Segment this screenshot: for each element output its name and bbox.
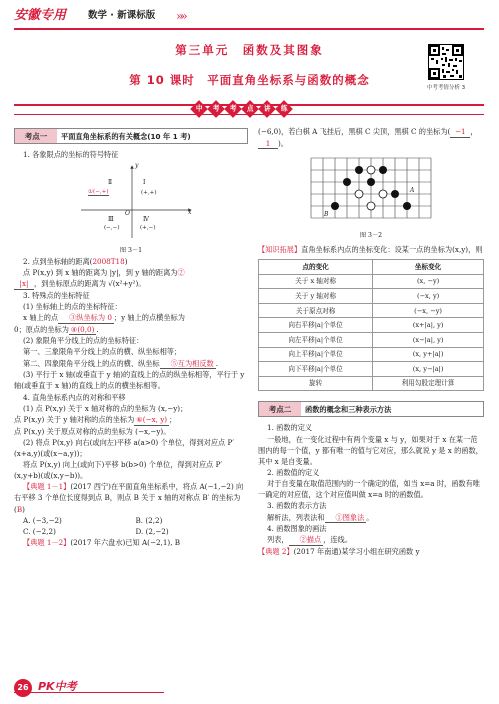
paragraph: (1) 点 P(x,y) 关于 x 轴对称的点的坐标为 (x,−y)； [23, 403, 188, 413]
table-row: 向左平移|a|个单位 (x−|a|, y) [259, 333, 484, 348]
coordinate-change-table [258, 259, 484, 391]
paragraph: 解析法，列表法和 ①图象法 。 [267, 512, 374, 522]
paragraph: 0；原点的坐标为 ④(0,0) . [14, 324, 99, 334]
lesson-title: 第 10 课时 平面直角坐标系与函数的概念 [129, 73, 370, 87]
figure-caption: 图 3－1 [119, 247, 143, 255]
example-answer: B [16, 504, 23, 514]
item-heading: 3. 函数的表示方法 [267, 501, 327, 511]
subject-label: 数学 · 新课标版 [88, 10, 156, 21]
item-heading: 1. 各象限点的坐标的符号特征 [23, 150, 119, 159]
example-question: 【典题 2】(2017 年南通)某学习小组在研究函数 y [258, 547, 420, 557]
item-heading: 2. 函数值的定义 [267, 468, 320, 478]
quadrant-1-label: Ⅰ [143, 179, 146, 187]
answer-blank: ⑥(−x, y) [136, 414, 168, 424]
footer-divider [14, 692, 164, 693]
paragraph: (3) 平行于 x 轴(或垂直于 y 轴)的直线上的点的纵坐标相等，平行于 y 轴(或垂直于 x 轴)的直线上的点的横坐标相等。 [14, 370, 245, 391]
answer-blank: ①图象法 [325, 514, 367, 524]
section-title: 函数的概念和三种表示方法 [305, 405, 392, 415]
footer-brand: PK中考 [38, 680, 77, 693]
section-tag: 考点二 [259, 402, 301, 416]
item-heading: 1. 函数的定义 [267, 423, 313, 433]
band-title [191, 101, 292, 117]
paragraph: 列表， ②描点 ，连线。 [267, 535, 352, 545]
table-header-row [259, 260, 484, 275]
quadrant-3-sign: (−,−) [104, 225, 120, 232]
item-heading: 4. 直角坐标系内点的对称和平移 [23, 392, 126, 402]
answer-blank: |x| [14, 280, 34, 290]
page-number: 26 [14, 679, 32, 697]
band-char: 点 [241, 100, 259, 118]
option-a[interactable]: A. (−3,−2) [23, 515, 62, 525]
answer-blank: ⑤互为相反数 [160, 360, 216, 370]
x-axis-label: x [188, 209, 192, 217]
item-heading: 2. 点到坐标轴的距离(2008T18) [23, 256, 128, 266]
band-char: 讲 [258, 100, 276, 118]
table-row: 关于 x 轴对称 (x, −y) [259, 274, 484, 289]
left-column [14, 128, 248, 548]
header-divider [14, 28, 484, 30]
example-question: 【典题 1－1】(2017 西宁)在平面直角坐标系中，将点 A(−1,−2) 向右平移 3 个单位长度得到点 B，则点 B 关于 x 轴的对称点 B′ 的坐标为 (B) [14, 482, 244, 514]
quadrant-4-label: Ⅳ [143, 216, 149, 224]
table-row: 向上平移|a|个单位 (x, y+|a|) [259, 347, 484, 362]
origin-label: O [125, 210, 130, 218]
quadrant-figure [66, 162, 196, 246]
paragraph: (1) 坐标轴上的点的坐标特征： [23, 301, 122, 311]
section-title: 平面直角坐标系的有关概念(10 年 1 考) [61, 132, 191, 141]
answer-blank: ④(0,0) [70, 324, 95, 334]
paragraph: 对于自变量在取值范围内的一个确定的值，如当 x=a 时，函数有唯一确定的对应值，这个对应值叫做 x=a 时的函数值。 [258, 479, 480, 500]
band-char: 练 [275, 100, 293, 118]
double-chevron-icon: »» [176, 9, 185, 23]
quadrant-2-answer: ①(−,+) [88, 189, 109, 196]
answer-options [14, 515, 248, 537]
answer-blank: ②描点 [289, 536, 324, 546]
section-header [14, 128, 248, 144]
band-char: 中 [190, 100, 208, 118]
paragraph: 点 P(x,y) 到 x 轴的距离为 |y|，到 y 轴的距离为② [23, 267, 185, 277]
item-heading: 4. 函数图象的画法 [267, 524, 327, 534]
item-heading: 3. 特殊点的坐标特征 [23, 290, 90, 300]
paragraph: (−6,0)，若白棋 A 飞挂后，黑棋 C 尖顶，黑棋 C 的坐标为( −1 ，1 )。 [258, 127, 478, 148]
paragraph: 一般地，在一变化过程中有两个变量 x 与 y，如果对于 x 在某一范围内的每一个值，y 都有唯一的值与它对应，那么就说 y 是 x 的函数，其中 x 是自变量。 [258, 434, 483, 466]
section-header [258, 401, 484, 417]
paragraph: 点 P(x,y) 关于 y 轴对称的点的坐标为 ⑥(−x, y) ； [14, 414, 177, 424]
section-tag: 考点一 [15, 129, 57, 143]
answer-blank: 1 [258, 140, 278, 150]
go-board-figure [306, 153, 436, 231]
quadrant-4-sign: (+,−) [140, 225, 156, 232]
table-row: 关于原点对称 (−x, −y) [259, 303, 484, 318]
paragraph: (2) 象限角平分线上的点的坐标特征： [23, 336, 144, 346]
option-b[interactable]: B. (2,2) [135, 515, 163, 525]
unit-title: 第三单元 函数及其图象 [175, 43, 324, 57]
band-char: 考 [207, 100, 225, 118]
table-row: 旋转 利用勾股定理计算 [259, 376, 484, 391]
table-row: 关于 y 轴对称 (−x, y) [259, 289, 484, 304]
y-axis-label: y [135, 162, 139, 170]
point-b-label: B [324, 211, 329, 219]
paragraph: 第二、四象限角平分线上的点的横、纵坐标 ⑤互为相反数 . [23, 358, 219, 368]
example-question: 【典题 1－2】(2017 年六盘水)已知 A(−2,1), B [23, 538, 181, 548]
table-row: 向下平移|a|个单位 (x, y−|a|) [259, 362, 484, 377]
point-a-label: A [410, 187, 415, 195]
column-header: 点的变化 [259, 260, 373, 275]
quadrant-2-label: Ⅱ [108, 179, 113, 187]
qr-caption: 中考考情分析 3 [426, 85, 466, 91]
right-column [258, 126, 484, 557]
answer-blank: ③纵坐标为 0 [58, 314, 114, 324]
brand-logo: 安徽专用 [14, 8, 67, 23]
paragraph: x 轴上的点 ③纵坐标为 0 ；y 轴上的点横坐标为 [23, 313, 185, 323]
option-c[interactable]: C. (−2,2) [23, 526, 56, 536]
qr-code-icon[interactable] [428, 44, 464, 80]
paragraph: (2) 将点 P(x,y) 向右(或向左)平移 a(a>0) 个单位，得到对应点 P′(x+a,y)(或(x−a,y))； [14, 437, 234, 458]
quadrant-1-sign: (+,+) [141, 190, 157, 197]
knowledge-paragraph: 【知识拓展】直角坐标系内点的坐标变化：设某一点的坐标为(x,y)，则 [258, 244, 483, 254]
band-char: 考 [224, 100, 242, 118]
answer-blank: −1 [450, 128, 470, 138]
option-d[interactable]: D. (2,−2) [135, 526, 169, 536]
paragraph: 第一、三象限角平分线上的点的横、纵坐标相等； [23, 347, 182, 357]
column-header: 坐标变化 [373, 260, 484, 275]
paragraph: 点 P(x,y) 关于原点对称的点的坐标为 (−x,−y)。 [14, 426, 171, 436]
quadrant-3-label: Ⅲ [108, 216, 114, 224]
table-row: 向右平移|a|个单位 (x+|a|, y) [259, 318, 484, 333]
figure-caption: 图 3－2 [359, 232, 383, 240]
paragraph: |x| ，到坐标原点的距离为 √(x²+y²)。 [14, 278, 248, 290]
paragraph: 将点 P(x,y) 向上(或向下)平移 b(b>0) 个单位，得到对应点 P′(x,y+b)(或(x,y−b))。 [14, 460, 223, 481]
